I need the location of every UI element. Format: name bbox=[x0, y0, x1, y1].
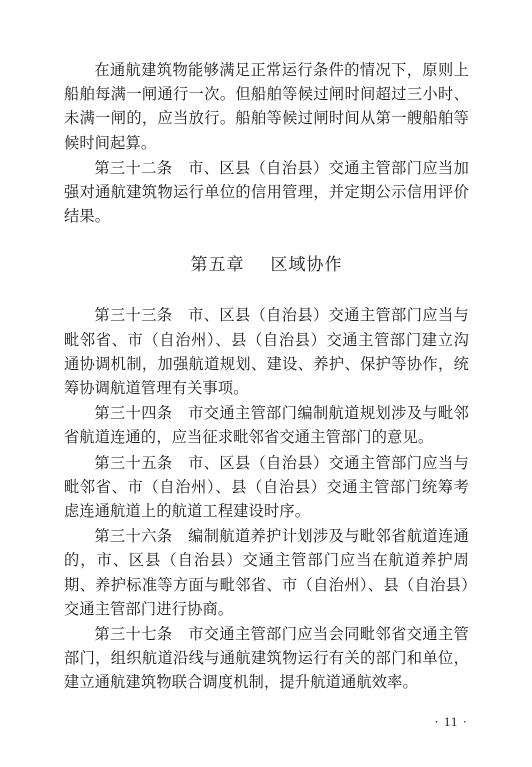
document-page bbox=[64, 58, 469, 695]
paragraph-opening: 在通航建筑物能够满足正常运行条件的情况下，原则上船舶每满一闸通行一次。但船舶等候过闸时间超过三小时、未满一闸的，应当放行。船舶等候过闸时间从第一艘船舶等候时间起算。 bbox=[64, 61, 469, 152]
chapter-title: 区域协作 bbox=[270, 255, 343, 276]
page-number: · 11 · bbox=[434, 714, 468, 729]
chapter-number: 第五章 bbox=[190, 255, 245, 276]
article-34: 第三十四条 市交通主管部门编制航道规划涉及与毗邻省航道连通的，应当征求毗邻省交通主管部门的意见。 bbox=[64, 404, 469, 447]
article-36: 第三十六条 编制航道养护计划涉及与毗邻省航道连通的，市、区县（自治县）交通主管部门应当在航道养护周期、养护标准等方面与毗邻省、市（自治州）、县（自治县）交通主管部门进行协商。 bbox=[64, 527, 469, 618]
article-35: 第三十五条 市、区县（自治县）交通主管部门应当与毗邻省、市（自治州）、县（自治县）交通主管部门统筹考虑连通航道上的航道工程建设时序。 bbox=[64, 453, 469, 521]
chapter-heading bbox=[64, 252, 469, 278]
article-33: 第三十三条 市、区县（自治县）交通主管部门应当与毗邻省、市（自治州）、县（自治县）交通主管部门建立沟通协调机制，加强航道规划、建设、养护、保护等协作，统筹协调航道管理有关事项。 bbox=[64, 306, 469, 398]
article-32: 第三十二条 市、区县（自治县）交通主管部门应当加强对通航建筑物运行单位的信用管理，并定期公示信用评价结果。 bbox=[64, 158, 469, 226]
article-37: 第三十七条 市交通主管部门应当会同毗邻省交通主管部门，组织航道沿线与通航建筑物运行有关的部门和单位，建立通航建筑物联合调度机制，提升航道通航效率。 bbox=[64, 625, 469, 692]
